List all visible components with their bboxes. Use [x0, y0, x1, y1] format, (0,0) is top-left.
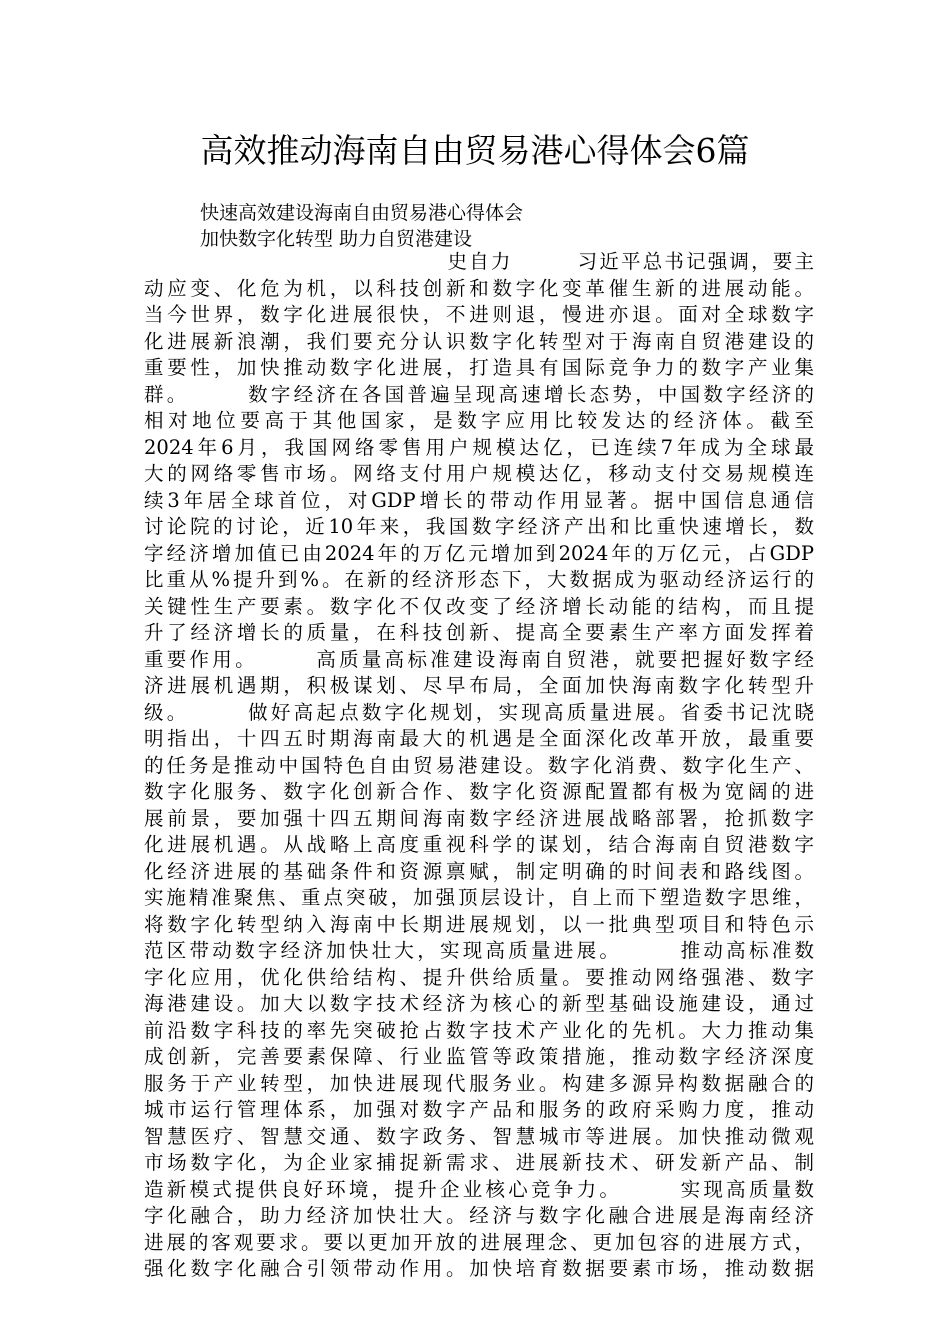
- body-line: 关键性生产要素。数字化不仅改变了经济增长动能的结构，而且提: [144, 594, 814, 618]
- body-line: 重要作用。 高质量高标准建设海南自贸港，就要把握好数字经: [144, 647, 814, 671]
- body-line: 成创新，完善要素保障、行业监管等政策措施，推动数字经济深度: [144, 1045, 814, 1068]
- document-title: 高效推动海南自由贸易港心得体会6篇: [200, 131, 750, 170]
- body-line: 升了经济增长的质量，在科技创新、提高全要素生产率方面发挥着: [144, 621, 814, 644]
- body-line: 当今世界，数字化进展很快，不进则退，慢进亦退。面对全球数字: [144, 303, 814, 326]
- body-line: 强化数字化融合引领带动作用。加快培育数据要素市场，推动数据: [144, 1257, 814, 1280]
- body-line: 字经济增加值已由2024年的万亿元增加到2024年的万亿元，占GDP: [144, 541, 814, 565]
- document-body: [144, 249, 814, 1283]
- body-line: 化经济进展的基础条件和资源禀赋，制定明确的时间表和路线图。: [144, 859, 814, 883]
- body-line: 进展的客观要求。要以更加开放的进展理念、更加包容的进展方式，: [144, 1230, 814, 1254]
- body-line: 明指出，十四五时期海南最大的机遇是全面深化改革开放，最重要: [144, 727, 814, 750]
- body-line: 展前景，要加强十四五期间海南数字经济进展战略部署，抢抓数字: [144, 806, 814, 830]
- body-line: 范区带动数字经济加快壮大，实现高质量进展。 推动高标准数: [144, 939, 814, 962]
- body-line: 大的网络零售市场。网络支付用户规模达亿，移动支付交易规模连: [144, 462, 814, 485]
- body-line: 造新模式提供良好环境，提升企业核心竞争力。 实现高质量数: [144, 1177, 814, 1201]
- body-line: 将数字化转型纳入海南中长期进展规划，以一批典型项目和特色示: [144, 912, 814, 936]
- body-line: 城市运行管理体系，加强对数字产品和服务的政府采购力度，推动: [144, 1098, 814, 1121]
- body-line: 重要性，加快推动数字化进展，打造具有国际竞争力的数字产业集: [144, 356, 814, 379]
- body-line: 史自力 习近平总书记强调，要主: [144, 250, 814, 273]
- body-line: 讨论院的讨论，近10年来，我国数字经济产出和比重快速增长，数: [144, 515, 814, 538]
- body-line: 级。 做好高起点数字化规划，实现高质量进展。省委书记沈晓: [144, 700, 814, 724]
- body-line: 海港建设。加大以数字技术经济为核心的新型基础设施建设，通过: [144, 992, 814, 1015]
- document-subtitle-1: 快速高效建设海南自由贸易港心得体会: [200, 202, 524, 224]
- body-line: 续3年居全球首位，对GDP增长的带动作用显著。据中国信息通信: [144, 488, 814, 512]
- body-line: 实施精准聚焦、重点突破，加强顶层设计，自上而下塑造数字思维，: [144, 886, 814, 909]
- body-line: 的任务是推动中国特色自由贸易港建设。数字化消费、数字化生产、: [144, 753, 814, 777]
- body-line: 相对地位要高于其他国家，是数字应用比较发达的经济体。截至: [144, 409, 814, 432]
- body-line: 群。 数字经济在各国普遍呈现高速增长态势，中国数字经济的: [144, 382, 814, 406]
- body-line: 2024年6月，我国网络零售用户规模达亿，已连续7年成为全球最: [144, 435, 814, 459]
- body-line: 服务于产业转型，加快进展现代服务业。构建多源异构数据融合的: [144, 1071, 814, 1095]
- body-line: 字化应用，优化供给结构、提升供给质量。要推动网络强港、数字: [144, 965, 814, 989]
- body-line: 比重从%提升到%。在新的经济形态下，大数据成为驱动经济运行的: [144, 568, 814, 591]
- body-line: 前沿数字科技的率先突破抢占数字技术产业化的先机。大力推动集: [144, 1018, 814, 1042]
- body-line: 字化融合，助力经济加快壮大。经济与数字化融合进展是海南经济: [144, 1204, 814, 1227]
- body-line: 动应变、化危为机，以科技创新和数字化变革催生新的进展动能。: [144, 276, 814, 300]
- body-line: 济进展机遇期，积极谋划、尽早布局，全面加快海南数字化转型升: [144, 674, 814, 697]
- body-line: 市场数字化，为企业家捕捉新需求、进展新技术、研发新产品、制: [144, 1151, 814, 1174]
- body-line: 智慧医疗、智慧交通、数字政务、智慧城市等进展。加快推动微观: [144, 1124, 814, 1148]
- body-line: 化进展新浪潮，我们要充分认识数字化转型对于海南自贸港建设的: [144, 329, 814, 353]
- document-subtitle-2: 加快数字化转型 助力自贸港建设: [200, 228, 473, 250]
- body-line: 化进展机遇。从战略上高度重视科学的谋划，结合海南自贸港数字: [144, 833, 814, 856]
- body-line: 数字化服务、数字化创新合作、数字化资源配置都有极为宽阔的进: [144, 780, 814, 803]
